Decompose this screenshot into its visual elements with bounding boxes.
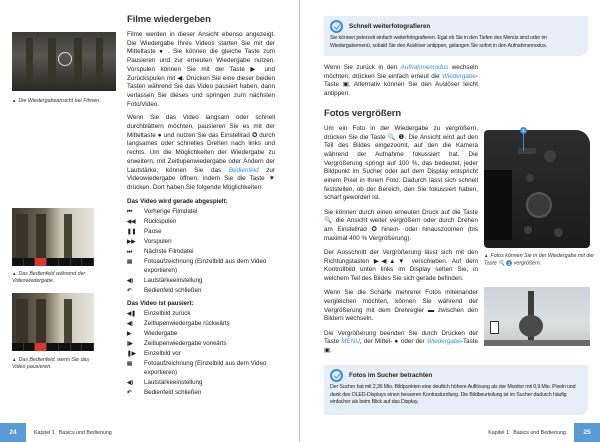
list-item — [127, 310, 275, 319]
section-heading-movies: Filme wiedergeben — [127, 14, 211, 25]
paragraph-zoom-further: Sie können durch einen erneuten Druck auf die Taste 🔍 die Ansicht weiter vergrößern oder durch Drehen am Einstellrad ✪ hinein- oder hinauszoomen (bis maximal 400 % Vergrößerung). — [324, 208, 478, 242]
menu-button — [518, 148, 536, 154]
link-wiedergabe-2[interactable]: Wiedergabe — [426, 338, 461, 346]
list-item — [127, 248, 275, 257]
rewind-icon: ◀◀ — [127, 218, 136, 225]
list-item-label: Nächste Filmdatei — [144, 248, 194, 256]
tip-box-quick-shooting — [324, 16, 588, 56]
list-item-label: Vorspulen — [144, 237, 172, 245]
list-item — [127, 228, 275, 237]
paragraph-zoom-exit: Die Vergrößerung beenden Sie durch Drücken der Taste MENU, der Mittel- ● oder der Wiedergabe-Taste ▣. — [324, 329, 478, 354]
list-item-label: Zeitlupenwiedergabe vorwärts — [144, 340, 227, 347]
checkmark-icon — [330, 369, 343, 382]
list-item-label: Bedienfeld schließen — [144, 389, 202, 397]
navigation-thumbnail — [490, 321, 499, 334]
caption-control-panel-playing: ▲ Das Bedienfeld während der Videowiedergabe. — [12, 271, 86, 284]
next-file-icon: ⏭ — [127, 249, 132, 256]
right-page — [300, 0, 600, 442]
link-bedienfeld[interactable]: Bedienfeld — [228, 166, 259, 174]
list-item — [127, 350, 275, 359]
list-item-label: Pause — [144, 227, 162, 235]
return-icon: ↶ — [127, 288, 132, 295]
link-wiedergabe[interactable]: Wiedergabe — [441, 72, 476, 80]
list-item-label: Einzelbild vor — [144, 350, 181, 358]
list-item — [127, 258, 275, 275]
list-heading-paused: Das Video ist pausiert: — [127, 299, 194, 307]
tv-tower-zoom-screenshot — [484, 287, 590, 346]
list-item — [127, 208, 275, 217]
play-icon: ▶ — [127, 330, 132, 337]
paragraph-movie-playback: Filme werden in dieser Ansicht ebenso angezeigt. Die Wiedergabe Ihres Videos starten Sie mit der Mitteltaste ● . Sie können die gleiche Taste zum Pausieren und zur erneuten Wiedergabe nutzen. Vorspulen können Sie mit der Taste ▶ und Zurückspulen mit ◀. Drücken Sie eine dieser beiden Tasten während Sie das Video pausiert haben, dann verlassen Sie dieses und springen zum nächsten Foto/Video. — [127, 31, 275, 108]
list-item-label: Zeitlupenwiedergabe rückwärts — [144, 319, 230, 327]
tip-title: Schnell weiterfotografieren — [349, 23, 431, 30]
pause-icon: ❚❚ — [127, 228, 137, 235]
photo-capture-icon: ▤ — [127, 259, 133, 266]
previous-file-icon: ⏮ — [127, 208, 132, 215]
tip-box-viewfinder — [324, 365, 588, 415]
list-item-label: Fotoaufzeichnung (Einzelbild aus dem Video exportieren) — [144, 360, 267, 376]
playing-options-list — [127, 208, 275, 296]
page-number-left: 24 — [0, 423, 26, 442]
frame-back-icon: ◀❚ — [127, 310, 136, 317]
fast-forward-icon: ▶▶ — [127, 238, 136, 245]
frame-forward-icon: ❚▶ — [127, 351, 136, 358]
caption-movie-view: ▲ Die Wiedergabeansicht bei Filmen. — [12, 98, 101, 104]
movie-playback-screenshot — [12, 32, 116, 91]
section-heading-zoom: Fotos vergrößern — [324, 107, 402, 119]
paragraph-control-panel: Wenn Sie das Video langsam oder schnell durchblättern möchten, pausieren Sie es mit der Mitteltaste ● und nutzen Sie das Einstellrad ✪ durch langsames oder schnelles Drehen nach links und rechts. Um die Möglichkeiten der Wiedergabe zu erweitern, mit Zeitlupenwiedergabe oder Ändern der Lautstärke, können Sie das Bedienfeld zur Videowiedergabe öffnen, indem Sie die Taste ▼ drücken. Dort haben Sie folgende Möglichkeiten: — [127, 114, 276, 191]
callout-marker-1: 1 — [520, 127, 527, 134]
camera-back-photo — [484, 130, 590, 248]
caption-control-panel-paused: ▲ Das Bedienfeld, wenn Sie das Video pausieren. — [12, 357, 90, 370]
list-item — [127, 360, 275, 377]
list-item — [127, 287, 275, 296]
slow-forward-icon: |▶ — [127, 341, 133, 347]
list-item — [127, 389, 275, 398]
return-icon: ↶ — [127, 390, 132, 397]
photo-capture-icon: ▤ — [127, 361, 133, 368]
zoom-button — [544, 150, 556, 162]
list-item-label: Wiedergabe — [144, 329, 178, 337]
slow-reverse-icon: ◀| — [127, 320, 133, 327]
tip-title: Fotos im Sucher betrachten — [349, 372, 433, 379]
volume-icon: ◀) — [127, 379, 134, 386]
list-item-label: Lautstärkeeinstellung — [144, 276, 203, 284]
paused-control-bar — [12, 343, 94, 351]
list-item — [127, 218, 275, 227]
list-item — [127, 320, 275, 329]
list-item — [127, 340, 275, 349]
paragraph-zoom-intro: Um ein Foto in der Wiedergabe zu vergrößern, drücken Sie die Taste 🔍 ❶. Die Ansicht wird auf den Teil des Bildes eingezoomt, auf den die Kamera während der Aufnahme fokussiert hat. Die Vergrößerung springt auf 100 %, das bedeutet, jeder Bildpunkt im Sucher oder auf dem Display entspricht einem Pixel in Ihrem Foto. Dadurch lässt sich schnell feststellen, ob der Bereich, den Sie fokussiert haben, scharf geworden ist. — [324, 124, 478, 202]
playback-control-bar — [12, 258, 94, 266]
paragraph-zoom-navigate: Der Ausschnitt der Vergrößerung lässt sich mit den Richtungstasten ▶◀▲▼ verschieben. Auf dem Kontrollbild unten links im Display sehen Sie, in welchem Teil des Bildes Sie sich gerade befinden. — [324, 248, 478, 283]
list-item — [127, 330, 275, 339]
list-item — [127, 277, 275, 286]
paragraph-return-shooting: Wenn Sie zurück in den Aufnahmemodus wechseln möchten, drücken Sie einfach erneut die Wiedergabe-Taste ▣. Alternativ können Sie den Auslöser leicht antippen. — [324, 64, 478, 98]
volume-icon: ◀) — [127, 277, 134, 284]
control-panel-paused-screenshot — [12, 293, 94, 351]
control-panel-playing-screenshot — [12, 208, 94, 266]
list-item-label: Einzelbild zurück — [144, 309, 191, 317]
control-wheel — [526, 192, 552, 218]
caption-camera: ▲ Fotos können Sie in der Wiedergabe mit der Taste 🔍 1 vergrößern. — [484, 253, 595, 267]
link-aufnahmemodus[interactable]: Aufnahmemodus — [400, 64, 449, 71]
footer-chapter-left: Kapitel 1 Basics und Bedienung — [34, 430, 112, 436]
footer-chapter-right: Kapitel 1 Basics und Bedienung — [488, 430, 566, 436]
left-main-column — [127, 14, 275, 399]
list-item-label: Bedienfeld schließen — [144, 287, 202, 295]
caption-marker-1: 1 — [508, 260, 511, 266]
list-item-label: Vorherige Filmdatei — [144, 207, 198, 215]
trash-icon — [554, 228, 563, 237]
list-item-label: Rückspulen — [144, 217, 177, 225]
tip-text: Sie können jederzeit einfach weiterfotografieren. Egal ob Sie in den Tiefen des Menüs sind oder im Wiedergabemenü, sobald Sie den Auslöser antippen, gelangen Sie sofort in den Aufnahmemodus. — [330, 35, 547, 49]
list-item — [127, 379, 275, 388]
checkmark-icon — [330, 20, 343, 33]
paused-options-list — [127, 310, 275, 398]
link-menu[interactable]: MENU — [341, 338, 360, 346]
right-main-column — [324, 64, 478, 361]
paragraph-zoom-compare: Wenn Sie die Schärfe mehrerer Fotos miteinander vergleichen möchten, können Sie während der Vergrößerung mit dem Drehregler ▬ zwischen den Bildern wechseln. — [324, 289, 478, 323]
list-item-label: Lautstärkeeinstellung — [144, 378, 203, 386]
play-circle-icon — [58, 52, 72, 66]
tip-text: Der Sucher hat mit 2,36 Mio. Bildpunkten eine deutlich höhere Auflösung als der Monitor mit 0,9 Mio. Pixeln und dank des OLED-Displays einen besseren Kontrastumfang. Die Bildbeurteilung ist im Sucher dadurch häufig einfacher als beim Blick auf das Display. — [330, 384, 576, 406]
page-number-right: 25 — [574, 423, 600, 442]
list-item — [127, 238, 275, 247]
list-heading-playing: Das Video wird gerade abgespielt: — [127, 197, 228, 205]
list-item-label: Fotoaufzeichnung (Einzelbild aus dem Video exportieren) — [144, 258, 267, 274]
